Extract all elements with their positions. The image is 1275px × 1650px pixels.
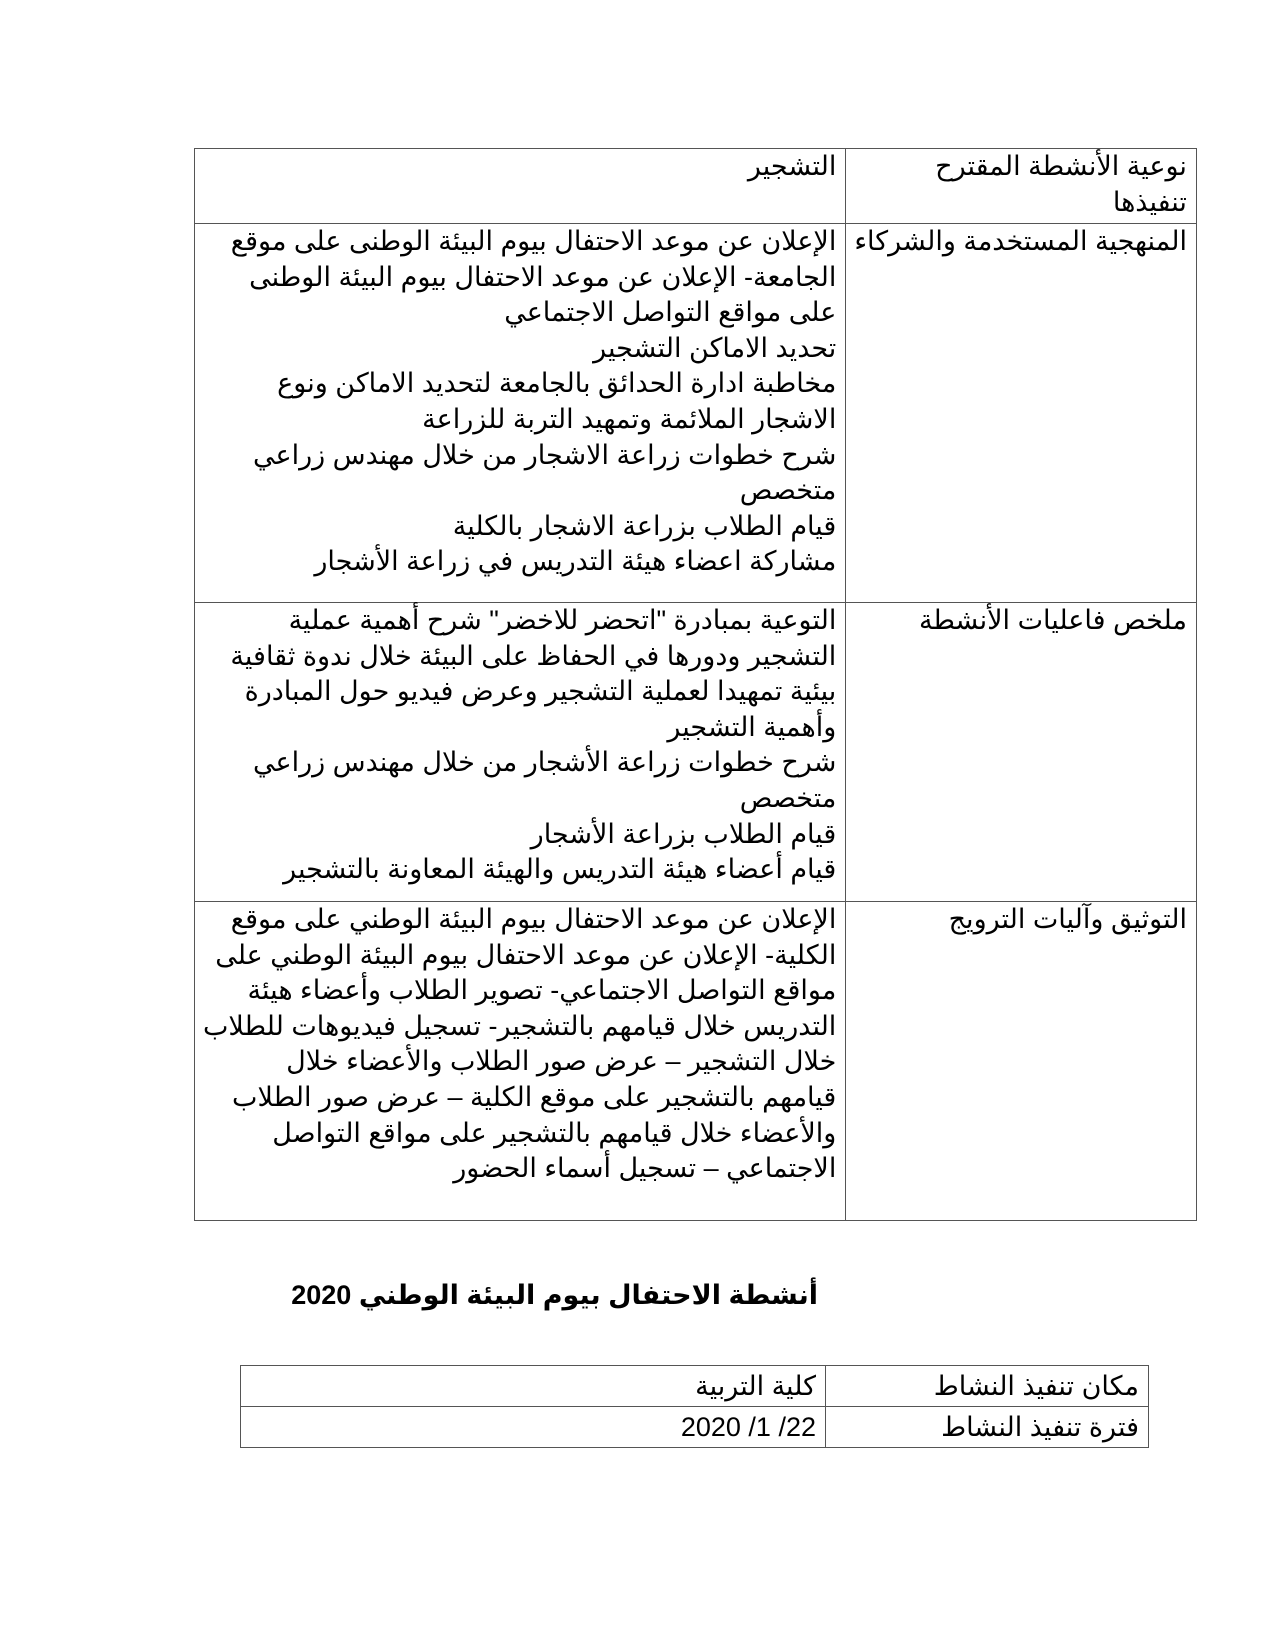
row-content — [195, 603, 846, 902]
content-line: قيامهم بالتشجير على موقع الكلية – عرض صور الطلاب — [232, 1081, 837, 1112]
content-line: قيام أعضاء هيئة التدريس والهيئة المعاونة بالتشجير — [283, 854, 837, 885]
content-line: التوعية بمبادرة "اتحضر للاخضر" شرح أهمية عملية — [288, 605, 837, 635]
row-label: فترة تنفيذ النشاط — [826, 1407, 1149, 1448]
section-heading: أنشطة الاحتفال بيوم البيئة الوطني 2020 — [291, 1280, 818, 1310]
activity-info-table — [240, 1365, 1149, 1448]
table-row — [195, 224, 1197, 603]
row-label — [846, 902, 1197, 1221]
label-line: نوعية الأنشطة المقترح — [935, 151, 1187, 181]
content-line: متخصص — [739, 475, 837, 506]
row-label: مكان تنفيذ النشاط — [826, 1366, 1149, 1407]
content-line: الإعلان عن موعد الاحتفال بيوم البيئة الوطنى على موقع — [230, 226, 837, 256]
row-label — [846, 224, 1197, 603]
content-line: الاجتماعي – تسجيل أسماء الحضور — [453, 1153, 837, 1184]
content-line: شرح خطوات زراعة الأشجار من خلال مهندس زراعي — [252, 747, 837, 778]
row-content — [195, 224, 846, 603]
content-line: التشجير ودورها في الحفاظ على البيئة خلال ندوة ثقافية — [230, 640, 837, 671]
content-line: الكلية- الإعلان عن موعد الاحتفال بيوم البيئة الوطني على — [215, 939, 837, 970]
content-line: متخصص — [739, 782, 837, 813]
table-row — [241, 1407, 1149, 1448]
content-line: الجامعة- الإعلان عن موعد الاحتفال بيوم البيئة الوطنى — [249, 261, 837, 292]
row-content — [195, 149, 846, 224]
content-line: مشاركة اعضاء هيئة التدريس في زراعة الأشجار — [314, 546, 837, 577]
content-line: قيام الطلاب بزراعة الأشجار — [530, 818, 837, 849]
table-row — [195, 603, 1197, 902]
content-line: تحديد الاماكن التشجير — [593, 332, 837, 363]
content-line: على مواقع التواصل الاجتماعي — [504, 297, 837, 328]
content-line: والأعضاء خلال قيامهم بالتشجير على مواقع التواصل — [272, 1117, 837, 1148]
content-line: الإعلان عن موعد الاحتفال بيوم البيئة الوطني على موقع — [230, 904, 837, 934]
label-line: تنفيذها — [1112, 186, 1187, 217]
row-label — [846, 149, 1197, 224]
content-line: شرح خطوات زراعة الاشجار من خلال مهندس زراعي — [252, 439, 837, 470]
row-label — [846, 603, 1197, 902]
table-row — [241, 1366, 1149, 1407]
row-content: 22/ 1/ 2020 — [241, 1407, 826, 1448]
content-line: وأهمية التشجير — [667, 711, 837, 742]
content-line: الاشجار الملائمة وتمهيد التربة للزراعة — [422, 403, 837, 434]
content-line: خلال التشجير – عرض صور الطلاب والأعضاء خلال — [286, 1046, 837, 1077]
content-line: التشجير — [747, 151, 837, 181]
content-line: مخاطبة ادارة الحدائق بالجامعة لتحديد الاماكن ونوع — [277, 368, 837, 399]
label-line: التوثيق وآليات الترويج — [948, 904, 1187, 934]
content-line: مواقع التواصل الاجتماعي- تصوير الطلاب وأعضاء هيئة — [247, 975, 837, 1006]
row-content: كلية التربية — [241, 1366, 826, 1407]
content-line: قيام الطلاب بزراعة الاشجار بالكلية — [452, 510, 837, 541]
activity-details-table — [194, 148, 1197, 1221]
content-line: التدريس خلال قيامهم بالتشجير- تسجيل فيديوهات للطلاب — [203, 1010, 837, 1041]
table-row — [195, 902, 1197, 1221]
content-line: بيئية تمهيدا لعملية التشجير وعرض فيديو حول المبادرة — [244, 676, 837, 707]
label-line: المنهجية المستخدمة والشركاء — [854, 226, 1187, 256]
label-line: ملخص فاعليات الأنشطة — [918, 605, 1187, 635]
row-content — [195, 902, 846, 1221]
table-row — [195, 149, 1197, 224]
